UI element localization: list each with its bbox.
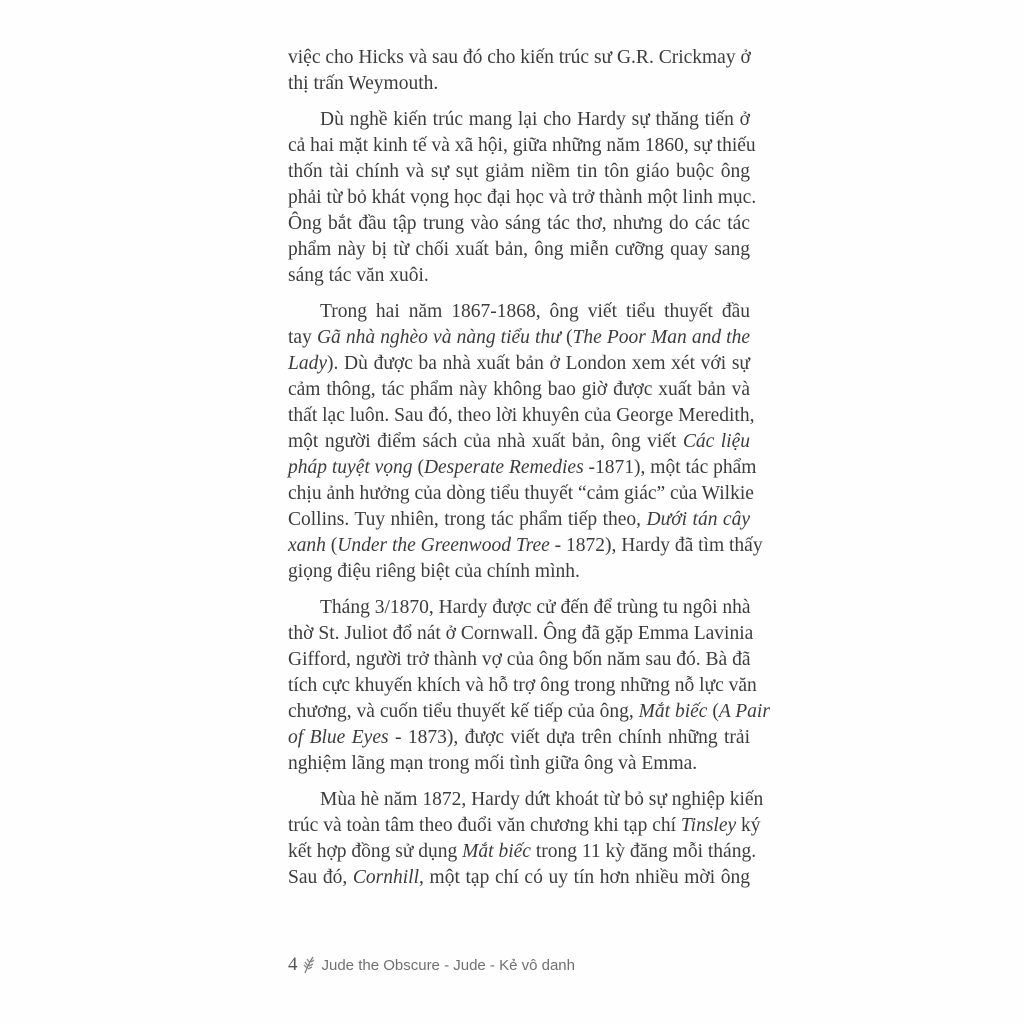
text-line <box>288 533 763 559</box>
text-run: tay <box>288 327 317 348</box>
paragraph <box>288 45 750 97</box>
text-run: thờ St. Juliot đổ nát ở Cornwall. Ông đã gặp Emma Lavinia <box>288 623 754 644</box>
italic-title-text: Lady <box>288 353 327 374</box>
paragraph <box>288 299 763 585</box>
text-run: phải từ bỏ khát vọng học đại học và trở thành một linh mục. <box>288 187 757 208</box>
text-run: tích cực khuyến khích và hỗ trợ ông trong những nỗ lực văn <box>288 675 757 696</box>
text-run: Sau đó, <box>288 867 353 888</box>
text-line <box>288 481 754 507</box>
text-run: Gifford, người trở thành vợ của ông bốn năm sau đó. Bà đã <box>288 649 751 670</box>
text-run: trong 11 kỳ đăng mỗi tháng. <box>530 841 757 862</box>
text-line <box>288 211 750 237</box>
text-line <box>288 559 750 585</box>
italic-title-text: The Poor Man and the <box>572 327 751 348</box>
text-line <box>288 237 750 263</box>
text-line <box>288 159 750 185</box>
italic-title-text: Under the Greenwood Tree <box>337 535 550 556</box>
text-run: phẩm này bị từ chối xuất bản, ông miễn cưỡng quay sang <box>288 239 750 260</box>
text-run: ( <box>325 535 338 556</box>
italic-title-text: of Blue Eyes <box>288 727 389 748</box>
text-line <box>288 455 757 481</box>
italic-title-text: Gã nhà nghèo và nàng tiểu thư <box>316 327 561 348</box>
body-text <box>288 45 770 901</box>
italic-title-text: Cornhill <box>352 867 420 888</box>
text-run: -1871), một tác phẩm <box>583 457 757 478</box>
text-line <box>288 865 750 891</box>
italic-title-text: Các liệu <box>682 431 750 452</box>
text-run: , một tạp chí có uy tín hơn nhiều mời ông <box>419 867 750 888</box>
text-run: thị trấn Weymouth. <box>288 73 439 94</box>
text-line <box>288 185 757 211</box>
text-line <box>288 299 750 325</box>
leaf-icon <box>302 956 316 974</box>
text-line <box>288 133 756 159</box>
text-line <box>288 263 750 289</box>
paragraph <box>288 107 757 289</box>
italic-title-text: pháp tuyệt vọng <box>288 457 413 478</box>
text-run: thất lạc luôn. Sau đó, theo lời khuyên của George Meredith, <box>288 405 755 426</box>
page-number: 4 <box>288 954 298 975</box>
text-line <box>288 403 755 429</box>
text-run: - 1872), Hardy đã tìm thấy <box>549 535 763 556</box>
italic-title-text: Tinsley <box>680 815 737 836</box>
text-run: trúc và toàn tâm theo đuổi văn chương khi tạp chí <box>288 815 681 836</box>
text-line <box>288 751 750 777</box>
text-line <box>288 699 770 725</box>
text-line <box>288 647 750 673</box>
text-run: cảm thông, tác phẩm này không bao giờ được xuất bản và <box>288 379 750 400</box>
text-line <box>288 377 750 403</box>
text-line <box>288 71 750 97</box>
text-run: Trong hai năm 1867-1868, ông viết tiểu thuyết đầu <box>320 301 750 322</box>
text-run: Ông bắt đầu tập trung vào sáng tác thơ, nhưng do các tác <box>288 213 750 234</box>
italic-title-text: Mắt biếc <box>638 701 708 722</box>
italic-title-text: A Pair <box>718 701 770 722</box>
text-run: ). Dù được ba nhà xuất bản ở London xem xét với sự <box>327 353 750 374</box>
text-line <box>288 813 761 839</box>
text-run: Mùa hè năm 1872, Hardy dứt khoát từ bỏ sự nghiệp kiến <box>320 789 764 810</box>
text-run: giọng điệu riêng biệt của chính mình. <box>288 561 580 582</box>
text-run: ( <box>707 701 719 722</box>
text-run: chương, và cuốn tiểu thuyết kế tiếp của ông, <box>288 701 639 722</box>
text-line <box>288 45 750 71</box>
text-run: việc cho Hicks và sau đó cho kiến trúc sư G.R. Crickmay ở <box>288 47 751 68</box>
text-line <box>288 325 750 351</box>
text-line <box>288 621 754 647</box>
text-line <box>288 351 750 377</box>
text-run: Collins. Tuy nhiên, trong tác phẩm tiếp theo, <box>288 509 647 530</box>
italic-title-text: Mắt biếc <box>462 841 531 862</box>
text-run: chịu ảnh hưởng của dòng tiểu thuyết “cảm giác” của Wilkie <box>288 483 754 504</box>
text-run: sáng tác văn xuôi. <box>288 265 429 286</box>
text-run: ( <box>560 327 573 348</box>
text-line <box>288 839 757 865</box>
italic-title-text: Desperate Remedies <box>423 457 584 478</box>
text-line <box>288 595 750 621</box>
text-run: ( <box>412 457 424 478</box>
text-run: Tháng 3/1870, Hardy được cử đến để trùng tu ngôi nhà <box>320 597 751 618</box>
paragraph <box>288 787 764 891</box>
italic-title-text: xanh <box>288 535 326 556</box>
text-line <box>288 107 750 133</box>
text-run: - 1873), được viết dựa trên chính những trải <box>388 727 750 748</box>
text-run: kết hợp đồng sử dụng <box>288 841 463 862</box>
text-line <box>288 507 750 533</box>
text-line <box>288 673 757 699</box>
text-run: một người điểm sách của nhà xuất bản, ông viết <box>288 431 683 452</box>
text-run: thốn tài chính và sự sụt giảm niềm tin tôn giáo buộc ông <box>288 161 750 182</box>
text-line <box>288 787 764 813</box>
text-run: cả hai mặt kinh tế và xã hội, giữa những năm 1860, sự thiếu <box>288 135 756 156</box>
text-run: nghiệm lãng mạn trong mối tình giữa ông và Emma. <box>288 753 698 774</box>
text-line <box>288 725 750 751</box>
text-line <box>288 429 750 455</box>
text-run: ký <box>736 815 761 836</box>
running-title: Jude the Obscure - Jude - Kẻ vô danh <box>321 956 575 974</box>
page-footer <box>288 953 575 977</box>
paragraph <box>288 595 770 777</box>
italic-title-text: Dưới tán cây <box>646 509 750 530</box>
text-run: Dù nghề kiến trúc mang lại cho Hardy sự thăng tiến ở <box>320 109 750 130</box>
